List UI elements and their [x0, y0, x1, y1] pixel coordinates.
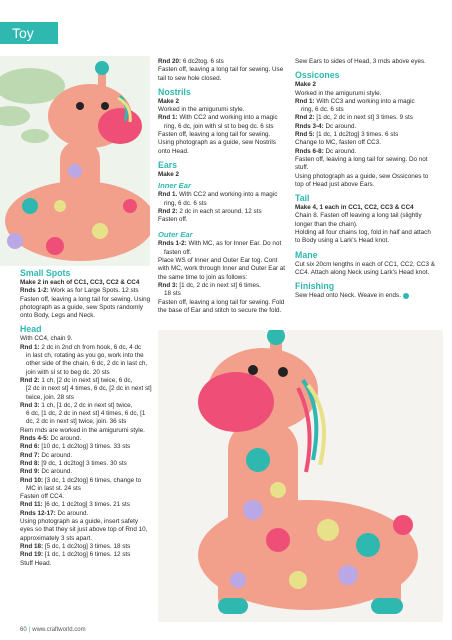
- nostrils-r1-cont: ring, 6 dc, join with sl st to beg dc. 6 sts: [164, 122, 274, 130]
- head-r2-text: 1 ch, [2 dc in next st] twice, 6 dc,: [39, 376, 133, 384]
- head-r7-label: Rnd 7:: [20, 451, 40, 459]
- head-r9-label: Rnd 9:: [20, 468, 40, 476]
- head-r8-text: [9 dc, 1 dc2tog] 3 times. 30 sts: [39, 459, 127, 467]
- rnd20-after: Fasten off, leaving a long tail for sewing. Use tail to sew hole closed.: [158, 66, 284, 82]
- heading-inner-ear: Inner Ear: [158, 181, 191, 191]
- outer-r3-cont: 18 sts: [164, 290, 181, 298]
- head-r11-label: Rnd 11:: [20, 501, 43, 509]
- column-2: [158, 58, 286, 315]
- outer-l2: Fasten off, leaving a long tail for sewing. Fold the base of Ear and stitch to secure the fold.: [158, 298, 285, 314]
- end-mark-icon: [403, 293, 409, 299]
- head-r1-label: Rnd 1:: [20, 343, 40, 351]
- spots-r12-label: Rnds 1-2:: [20, 287, 49, 295]
- head-r11-text: [6 dc, 1 dc2tog] 3 times. 21 sts: [42, 501, 130, 509]
- oss-r34-text: Dc around.: [323, 122, 357, 130]
- oss-r1-label: Rnd 1:: [295, 97, 315, 105]
- oss-r2-label: Rnd 2:: [295, 114, 315, 122]
- ears-make: Make 2: [158, 170, 180, 178]
- head-l3: Fasten off CC4.: [20, 493, 64, 501]
- head-r6-label: Rnd 6:: [20, 443, 40, 451]
- column-1: [20, 268, 152, 568]
- spots-text: Fasten off, leaving a long tail for sewing. Using photograph as a guide, sew Spots randomly onto Body, Legs and Neck.: [20, 295, 151, 320]
- page-header: [0, 0, 452, 64]
- page-footer: [20, 627, 86, 633]
- heading-outer-ear: Outer Ear: [158, 230, 193, 240]
- head-r2-label: Rnd 2:: [20, 376, 40, 384]
- head-l5: Stuff Head.: [20, 559, 52, 567]
- inner-r1-cont: ring, 6 dc. 6 sts: [164, 199, 207, 207]
- heading-head: Head: [20, 324, 42, 335]
- inner-r2-label: Rnd 2:: [158, 207, 178, 215]
- oss-r1-cont: ring, 6 dc. 6 sts: [301, 106, 344, 114]
- nostrils-l2: Fasten off, leaving a long tail for sewing. Using photograph as a guide, sew Nostrils onto Head.: [158, 131, 276, 155]
- rnd20-text: 6 dc2tog. 6 sts: [181, 58, 224, 65]
- footer-separator: |: [28, 627, 31, 633]
- spots-r12-text: Work as for Large Spots. 12 sts: [48, 287, 139, 295]
- inner-r1-text: With CC2 and working into a magic: [177, 191, 278, 199]
- oss-r1-text: With CC3 and working into a magic: [314, 97, 415, 105]
- outer-l1: Place WS of Inner and Outer Ear tog. Cont with MC, work through Inner and Outer Ear at the same time to join as follows:: [158, 257, 286, 281]
- column-3: [295, 58, 435, 301]
- oss-l1: Worked in the amigurumi style.: [295, 89, 382, 97]
- head-r3-label: Rnd 3:: [20, 401, 40, 409]
- oss-r2-text: [1 dc, 2 dc in next st] 3 times. 9 sts: [314, 114, 413, 122]
- section-tag: Toy: [0, 22, 58, 44]
- oss-r68-label: Rnds 6-8:: [295, 147, 324, 155]
- oss-r68-text: Dc around.: [323, 147, 357, 155]
- head-l1: With CC4, chain 9.: [20, 335, 73, 343]
- head-r1-text: 2 dc in 2nd ch from hook, 6 dc, 4 dc: [39, 343, 142, 351]
- head-r9-text: Dc around.: [39, 468, 73, 476]
- outer-r1-label: Rnds 1-2:: [158, 240, 187, 248]
- nostrils-r1-label: Rnd 1:: [158, 114, 178, 122]
- head-r1-cont: in last ch, rotating as you go, work into the other side of the chain, 6 dc, 2 dc in last ch, join with sl st to beg dc. 20 sts: [26, 352, 148, 376]
- oss-r5-text: [1 dc, 1 dc2tog] 3 times. 6 sts: [314, 131, 399, 139]
- inner-r2-text: 2 dc in each st around. 12 sts: [177, 207, 262, 215]
- outer-r1-cont: fasten off.: [164, 248, 192, 256]
- nostrils-l1: Worked in the amigurumi style.: [158, 106, 245, 114]
- heading-ears: Ears: [158, 159, 178, 170]
- outer-r1-text: With MC, as for Inner Ear. Do not: [186, 240, 282, 248]
- footer-website: www.craftworld.com: [32, 627, 86, 633]
- oss-r34-label: Rnds 3-4:: [295, 122, 324, 130]
- mane-l1: Cut six 20cm lengths in each of CC1, CC2, CC3 & CC4. Attach along Neck using Lark's Head knot.: [295, 260, 435, 276]
- rnd20-label: Rnd 20:: [158, 58, 182, 65]
- oss-l3: Fasten off, leaving a long tail for sewing. Do not stuff.: [295, 155, 428, 172]
- head-r18-text: [5 dc, 1 dc2tog] 3 times. 18 sts: [43, 542, 131, 550]
- head-r2-cont: [2 dc in next st] 4 times, 6 dc, [2 dc in next st] twice, join. 28 sts: [26, 385, 152, 401]
- heading-small-spots: Small Spots: [20, 268, 71, 278]
- head-r45-label: Rnds 4-5:: [20, 435, 49, 443]
- head-r10-cont: MC in last st. 24 sts: [26, 484, 81, 492]
- head-l4: Using photograph as a guide, insert safety eyes so that they sit just above top of Rnd 10, approximately 3 sts apart.: [20, 518, 148, 542]
- head-r1217-label: Rnds 12-17:: [20, 509, 56, 517]
- head-r10-text: [3 dc, 1 dc2tog] 6 times, change to: [43, 476, 142, 484]
- heading-finishing: Finishing: [295, 281, 335, 292]
- head-l2: Rem rnds are worked in the amigurumi style.: [20, 426, 145, 434]
- oss-make: Make 2: [295, 81, 317, 89]
- heading-nostrils: Nostrils: [158, 86, 191, 97]
- nostrils-r1-text: With CC2 and working into a magic: [177, 114, 278, 122]
- finishing-l1: Sew Head onto Neck. Weave in ends.: [295, 292, 401, 300]
- page-number: 60: [20, 627, 27, 633]
- heading-tail: Tail: [295, 193, 310, 204]
- ears-cont: Sew Ears to sides of Head, 3 rnds above eyes.: [295, 58, 426, 65]
- head-r6-text: [10 dc, 1 dc2tog] 3 times. 33 sts: [39, 443, 131, 451]
- head-r18-label: Rnd 18:: [20, 542, 44, 550]
- inner-fasten: Fasten off.: [158, 216, 188, 224]
- inner-r1-label: Rnd 1.: [158, 191, 178, 199]
- head-r45-text: Dc around.: [48, 435, 82, 443]
- oss-l2: Change to MC, fasten off CC3.: [295, 139, 381, 147]
- oss-l4: Using photograph as a guide, sew Ossicones to top of Head just above Ears.: [295, 172, 429, 188]
- outer-r3-label: Rnd 3:: [158, 281, 178, 289]
- photo-giraffe-top: [0, 56, 150, 266]
- head-r3-text: 1 ch, [1 dc, 2 dc in next st] twice,: [39, 401, 133, 409]
- head-r19-label: Rnd 19:: [20, 551, 44, 559]
- heading-ossicones: Ossicones: [295, 70, 340, 81]
- oss-r5-label: Rnd 5:: [295, 131, 315, 139]
- tail-l1: Chain 8. Fasten off leaving a long tail (slightly longer than the chain).: [295, 212, 422, 228]
- tail-make: Make 4, 1 each in CC1, CC2, CC3 & CC4: [295, 204, 414, 212]
- head-r19-text: [1 dc, 1 dc2tog] 6 times. 12 sts: [43, 551, 131, 559]
- head-r10-label: Rnd 10:: [20, 476, 44, 484]
- head-r1217-text: Dc around.: [55, 509, 89, 517]
- tail-l2: Holding all four chains tog, fold in half and attach to Body using a Lark's Head knot.: [295, 229, 431, 245]
- head-r8-label: Rnd 8:: [20, 459, 40, 467]
- spots-make: Make 2 in each of CC1, CC3, CC2 & CC4: [20, 279, 140, 286]
- photo-giraffe-bottom: [158, 330, 443, 622]
- nostrils-make: Make 2: [158, 97, 180, 105]
- heading-mane: Mane: [295, 249, 318, 260]
- outer-r3-text: [1 dc, 2 dc in next st] 6 times.: [177, 281, 261, 289]
- head-r7-text: Dc around.: [39, 451, 73, 459]
- head-r3-cont: 6 dc, [1 dc, 2 dc in next st] 4 times, 6 dc, [1 dc, 2 dc in next st] twice, join. 36 sts: [26, 410, 146, 426]
